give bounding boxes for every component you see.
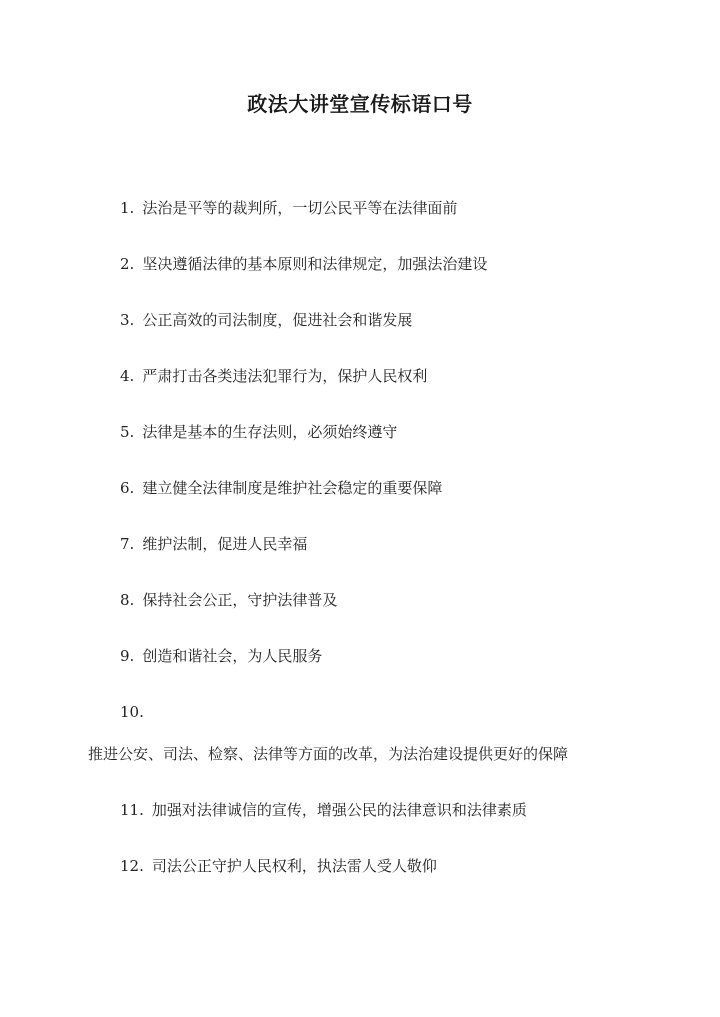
item-text: 坚决遵循法律的基本原则和法律规定，加强法治建设 (142, 255, 488, 273)
item-text: 创造和谐社会，为人民服务 (142, 647, 323, 665)
item-number: 3. (120, 311, 135, 329)
list-item (120, 198, 457, 218)
item-number: 9. (120, 647, 135, 665)
item-number: 1. (120, 199, 135, 217)
item-text: 法律是基本的生存法则，必须始终遵守 (142, 423, 398, 441)
list-item (120, 702, 152, 722)
item-text-wrapped: 推进公安、司法、检察、法律等方面的改革，为法治建设提供更好的保障 (88, 745, 569, 763)
item-text: 法治是平等的裁判所，一切公民平等在法律面前 (142, 199, 458, 217)
item-text: 公正高效的司法制度，促进社会和谐发展 (142, 311, 413, 329)
item-number: 10. (120, 703, 144, 721)
item-number: 8. (120, 591, 135, 609)
item-number: 4. (120, 367, 135, 385)
list-item (120, 478, 442, 498)
item-number: 11. (120, 801, 144, 819)
item-number: 6. (120, 479, 135, 497)
item-text: 司法公正守护人民权利，执法雷人受人敬仰 (151, 857, 437, 875)
list-item (120, 310, 412, 330)
item-number: 12. (120, 857, 144, 875)
list-item (120, 856, 437, 876)
list-item (120, 534, 307, 554)
list-item (120, 646, 322, 666)
item-text: 保持社会公正，守护法律普及 (142, 591, 338, 609)
item-text: 维护法制，促进人民幸福 (142, 535, 308, 553)
list-item (120, 254, 487, 274)
item-number: 5. (120, 423, 135, 441)
list-item (120, 422, 397, 442)
list-item (120, 800, 527, 820)
list-item (120, 590, 337, 610)
item-text: 加强对法律诚信的宣传，增强公民的法律意识和法律素质 (151, 801, 527, 819)
item-text: 严肃打击各类违法犯罪行为，保护人民权利 (142, 367, 428, 385)
page-title: 政法大讲堂宣传标语口号 (247, 92, 473, 116)
item-number: 7. (120, 535, 135, 553)
list-item (120, 366, 427, 386)
item-number: 2. (120, 255, 135, 273)
item-text: 建立健全法律制度是维护社会稳定的重要保障 (142, 479, 443, 497)
